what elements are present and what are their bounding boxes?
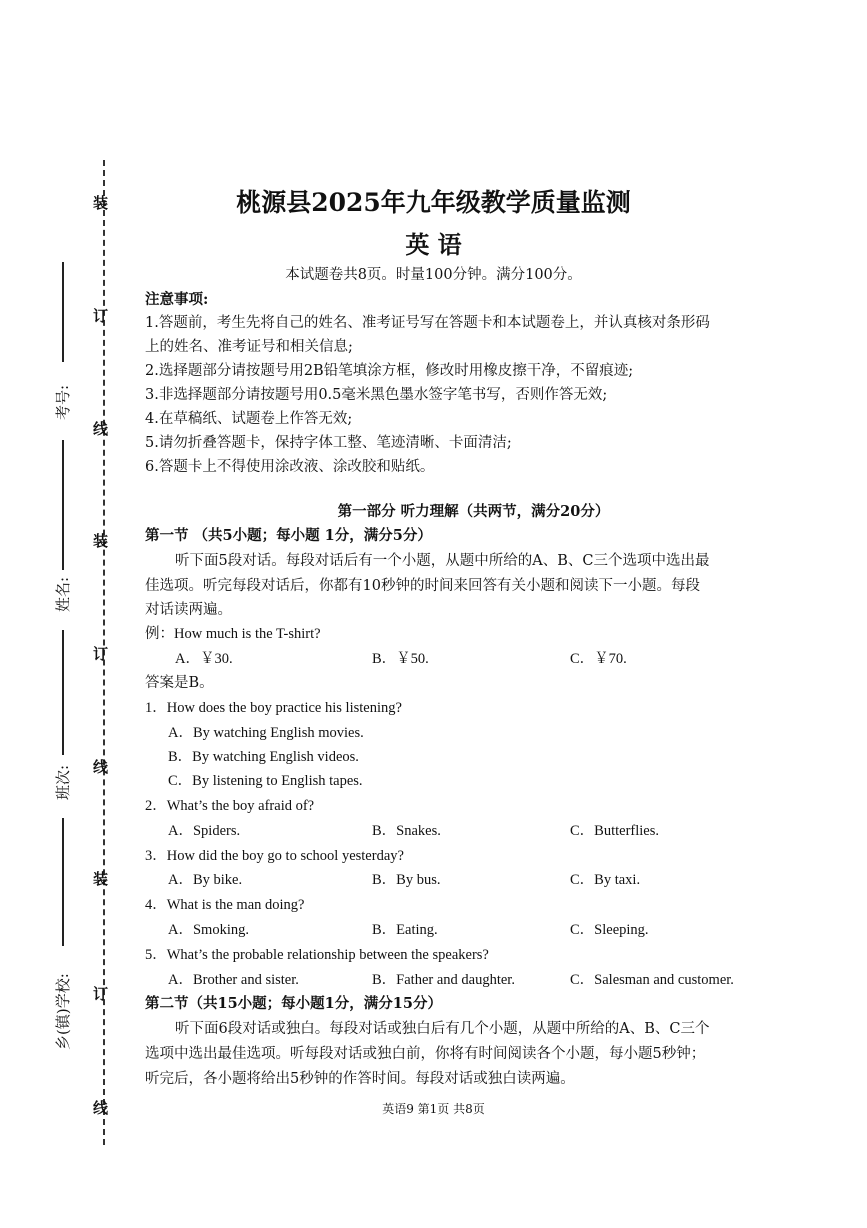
question: 4．What is the man doing?: [145, 897, 305, 913]
question-option: C．By taxi.: [570, 872, 641, 888]
question-option: A．By bike.: [168, 872, 243, 888]
example-option: C．￥70.: [570, 651, 627, 667]
example-question: 例：How much is the T-shirt?: [145, 626, 321, 642]
subject-title: 英 语: [405, 230, 462, 259]
binding-char: 装: [93, 532, 109, 550]
question-option: A．By watching English movies.: [168, 725, 364, 741]
section1-instructions: 对话读两遍。: [145, 602, 232, 618]
field-label-class: 班次:: [54, 764, 72, 800]
question-option: A．Spiders.: [168, 823, 241, 839]
question: 2．What’s the boy afraid of?: [145, 798, 315, 814]
binding-char: 线: [93, 758, 109, 776]
notice-item: 2.选择题部分请按题号用2B铅笔填涂方框，修改时用橡皮擦干净，不留痕迹;: [145, 363, 634, 379]
part1-heading: 第一部分 听力理解（共两节，满分20分）: [337, 503, 610, 520]
notice-item: 5.请勿折叠答题卡，保持字体工整、笔迹清晰、卡面清洁;: [145, 435, 512, 451]
notice-item: 6.答题卡上不得使用涂改液、涂改胶和贴纸。: [145, 459, 435, 475]
exam-info: 本试题卷共8页。时量100分钟。满分100分。: [285, 267, 582, 283]
question-option: B．Father and daughter.: [372, 972, 515, 988]
question-option: B．Eating.: [372, 922, 438, 938]
field-rule: [62, 630, 64, 755]
section1-instructions: 佳选项。听完每段对话后，你都有10秒钟的时间来回答有关小题和阅读下一小题。每段: [145, 578, 700, 594]
field-label-name: 姓名:: [54, 576, 72, 612]
question-option: B．By watching English videos.: [168, 749, 359, 765]
section2-instructions: 选项中选出最佳选项。听每段对话或独白前，你将有时间阅读各个小题，每小题5秒钟；: [145, 1046, 706, 1062]
question-option: B．By bus.: [372, 872, 441, 888]
section2-instructions: 听完后，各小题将给出5秒钟的作答时间。每段对话或独白读两遍。: [145, 1071, 575, 1087]
example-option: A．￥30.: [175, 651, 233, 667]
notice-heading: 注意事项:: [145, 291, 209, 308]
question: 3．How did the boy go to school yesterday?: [145, 848, 404, 864]
question-option: B．Snakes.: [372, 823, 441, 839]
binding-char: 订: [93, 645, 109, 663]
question: 1．How does the boy practice his listening?: [145, 700, 402, 716]
field-label-exam-number: 考号:: [54, 384, 72, 420]
page-footer: 英语9 第1页 共8页: [382, 1102, 485, 1116]
binding-char: 订: [93, 307, 109, 325]
exam-title: 桃源县2025年九年级教学质量监测: [236, 188, 631, 217]
notice-item: 上的姓名、准考证号和相关信息;: [145, 339, 353, 355]
field-rule: [62, 818, 64, 946]
binding-char: 线: [93, 1099, 109, 1117]
question-option: C．Salesman and customer.: [570, 972, 734, 988]
section1-instructions: 听下面5段对话。每段对话后有一个小题，从题中所给的A、B、C三个选项中选出最: [175, 553, 710, 569]
example-answer: 答案是B。: [145, 675, 214, 691]
section2-heading: 第二节（共15小题；每小题1分，满分15分）: [145, 995, 442, 1012]
notice-item: 4.在草稿纸、试题卷上作答无效;: [145, 411, 353, 427]
question-option: C．By listening to English tapes.: [168, 773, 363, 789]
binding-char: 装: [93, 194, 109, 212]
notice-item: 3.非选择题部分请按题号用0.5毫米黑色墨水签字笔书写，否则作答无效;: [145, 387, 608, 403]
section2-instructions: 听下面6段对话或独白。每段对话或独白后有几个小题，从题中所给的A、B、C三个: [175, 1021, 710, 1037]
example-option: B．￥50.: [372, 651, 429, 667]
notice-item: 1.答题前，考生先将自己的姓名、准考证号写在答题卡和本试题卷上，并认真核对条形码: [145, 315, 710, 331]
question-option: A．Brother and sister.: [168, 972, 299, 988]
field-label-school: 乡(镇)学校:: [54, 973, 72, 1050]
binding-char: 订: [93, 985, 109, 1003]
question-option: C．Sleeping.: [570, 922, 649, 938]
question-option: A．Smoking.: [168, 922, 249, 938]
binding-char: 装: [93, 870, 109, 888]
section1-heading: 第一节 （共5小题；每小题 1分，满分5分）: [145, 527, 432, 544]
question: 5．What’s the probable relationship between the speakers?: [145, 947, 489, 963]
question-option: C．Butterflies.: [570, 823, 660, 839]
binding-char: 线: [93, 420, 109, 438]
